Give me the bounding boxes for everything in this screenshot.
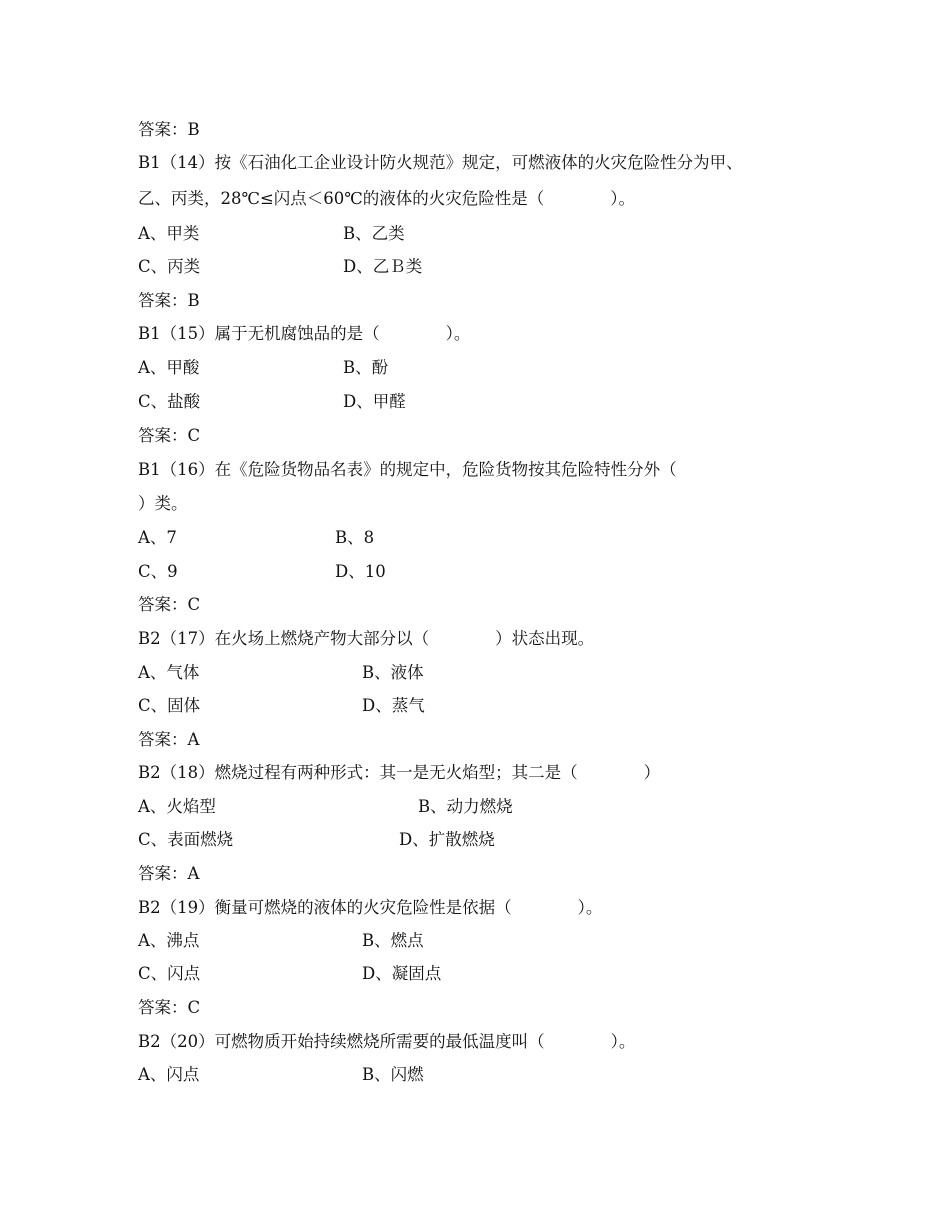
question-16-option-a: A、7	[138, 528, 177, 547]
question-14-answer: 答案：B	[138, 291, 200, 310]
question-18-option-a: A、火焰型	[138, 797, 216, 816]
question-18-option-b: B、动力燃烧	[418, 797, 513, 816]
question-16-option-b: B、8	[335, 528, 375, 547]
question-19-option-d: D、凝固点	[362, 964, 442, 983]
question-18-option-d: D、扩散燃烧	[399, 830, 495, 849]
question-17-option-a: A、气体	[138, 663, 200, 682]
question-20-option-a: A、闪点	[138, 1065, 200, 1084]
question-19-answer: 答案：C	[138, 998, 201, 1017]
question-14-option-c: C、丙类	[138, 257, 201, 276]
question-18-option-c: C、表面燃烧	[138, 830, 234, 849]
question-17-line-1: B2（17）在火场上燃烧产物大部分以（ ）状态出现。	[138, 629, 595, 648]
question-16-line-2: ）类。	[138, 494, 188, 513]
question-14-option-a: A、甲类	[138, 224, 200, 243]
question-17-answer: 答案：A	[138, 730, 200, 749]
question-18-answer: 答案：A	[138, 864, 200, 883]
question-14-option-b: B、乙类	[343, 224, 405, 243]
question-15-line-1: B1（15）属于无机腐蚀品的是（ ）。	[138, 324, 471, 343]
question-16-option-d: D、10	[335, 562, 386, 581]
answer-line: 答案：B	[138, 120, 200, 139]
question-14-option-d: D、乙Ｂ类	[343, 257, 423, 276]
question-20-option-b: B、闪燃	[362, 1065, 424, 1084]
question-17-option-c: C、固体	[138, 696, 201, 715]
question-19-option-a: A、沸点	[138, 931, 200, 950]
question-19-option-b: B、燃点	[362, 931, 424, 950]
question-15-option-d: D、甲醛	[343, 392, 406, 411]
question-14-line-1: B1（14）按《石油化工企业设计防火规范》规定，可燃液体的火灾危险性分为甲、	[138, 153, 743, 172]
question-14-line-2: 乙、丙类，28℃≤闪点＜60℃的液体的火灾危险性是（ ）。	[138, 189, 635, 208]
question-15-option-b: B、酚	[343, 358, 389, 377]
question-15-answer: 答案：C	[138, 426, 201, 445]
question-17-option-b: B、液体	[362, 663, 424, 682]
question-20-line-1: B2（20）可燃物质开始持续燃烧所需要的最低温度叫（ ）。	[138, 1032, 636, 1051]
question-16-option-c: C、9	[138, 562, 178, 581]
question-16-line-1: B1（16）在《危险货物品名表》的规定中，危险货物按其危险特性分外（	[138, 460, 677, 479]
question-16-answer: 答案：C	[138, 595, 201, 614]
question-18-line-1: B2（18）燃烧过程有两种形式：其一是无火焰型；其二是（ ）	[138, 763, 661, 782]
question-19-option-c: C、闪点	[138, 964, 201, 983]
question-17-option-d: D、蒸气	[362, 696, 425, 715]
question-19-line-1: B2（19）衡量可燃烧的液体的火灾危险性是依据（ ）。	[138, 898, 603, 917]
question-15-option-c: C、盐酸	[138, 392, 201, 411]
question-15-option-a: A、甲酸	[138, 358, 200, 377]
